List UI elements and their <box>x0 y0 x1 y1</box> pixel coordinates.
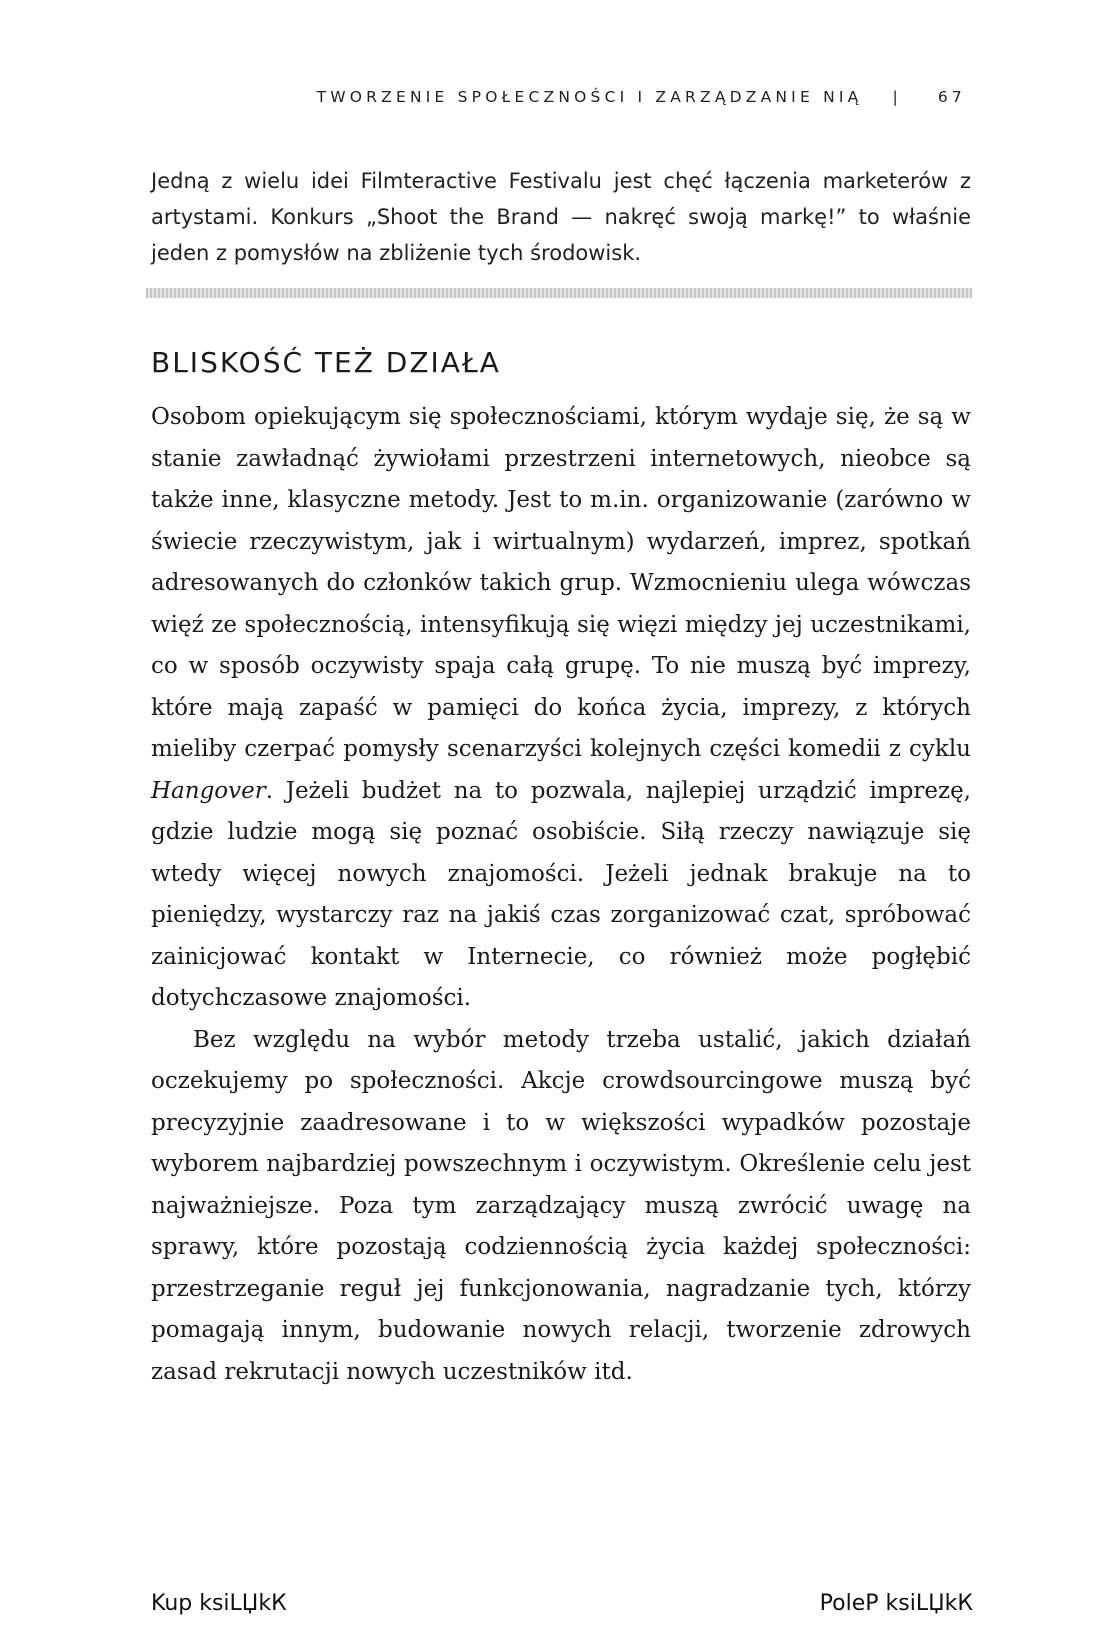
box-divider <box>146 288 972 298</box>
running-head-title: TWORZENIE SPOŁECZNOŚCI I ZARZĄDZANIE NIĄ <box>316 88 863 106</box>
sidebar-box-text: Jedną z wielu idei Filmteractive Festivalu jest chęć łączenia marketerów z artystami. Konkurs „Shoot the Brand — nakręć swoją markę!” to właśnie jeden z pomysłów na zbliżenie tych środowisk. <box>151 169 971 265</box>
body-text <box>151 397 971 1393</box>
section-heading: BLISKOŚĆ TEŻ DZIAŁA <box>151 346 501 379</box>
recommend-book-link[interactable]: PoleР ksiLЏkК <box>819 1591 973 1616</box>
paragraph-1 <box>151 397 971 1020</box>
running-head-separator: | <box>892 88 902 106</box>
running-head <box>0 88 966 106</box>
paragraph-1-part-2: . Jeżeli budżet na to pozwala, najlepiej urządzić imprezę, gdzie ludzie mogą się poznać osobiście. Siłą rzeczy nawiązuje się wtedy więcej nowych znajomości. Jeżeli jednak brakuje na to pieniędzy, wystarczy raz na jakiś czas zorganizować czat, spróbować zainicjować kontakt w Internecie, co również może pogłębić dotychczasowe znajomości. <box>151 777 971 1011</box>
paragraph-2: Bez względu na wybór metody trzeba ustalić, jakich działań oczekujemy po społeczności. Akcje crowdsourcingowe muszą być precyzyjnie zaadresowane i to w większości wypadków pozostaje wyborem najbardziej powszechnym i oczywistym. Określenie celu jest najważniejsze. Poza tym zarządzający muszą zwrócić uwagę na sprawy, które pozostają codziennością życia każdej społeczności: przestrzeganie reguł jej funkcjonowania, nagradzanie tych, którzy pomagają innym, budowanie nowych relacji, tworzenie zdrowych zasad rekrutacji nowych uczestników itd. <box>151 1026 971 1385</box>
paragraph-1-italic-title: Hangover <box>151 777 266 804</box>
buy-book-link[interactable]: Kup ksiLЏkК <box>151 1591 287 1616</box>
page-number: 67 <box>937 88 966 106</box>
paragraph-1-part-1: Osobom opiekującym się społecznościami, którym wydaje się, że są w stanie zawładnąć żywiołami przestrzeni internetowych, nieobce są także inne, klasyczne metody. Jest to m.in. organizowanie (zarówno w świecie rzeczywistym, jak i wirtualnym) wydarzeń, imprez, spotkań adresowanych do członków takich grup. Wzmocnieniu ulega wówczas więź ze społecznością, intensyfikują się więzi między jej uczestnikami, co w sposób oczywisty spaja całą grupę. To nie muszą być imprezy, które mają zapaść w pamięci do końca życia, imprezy, z których mieliby czerpać pomysły scenarzyści kolejnych części komedii z cyklu <box>151 404 971 762</box>
